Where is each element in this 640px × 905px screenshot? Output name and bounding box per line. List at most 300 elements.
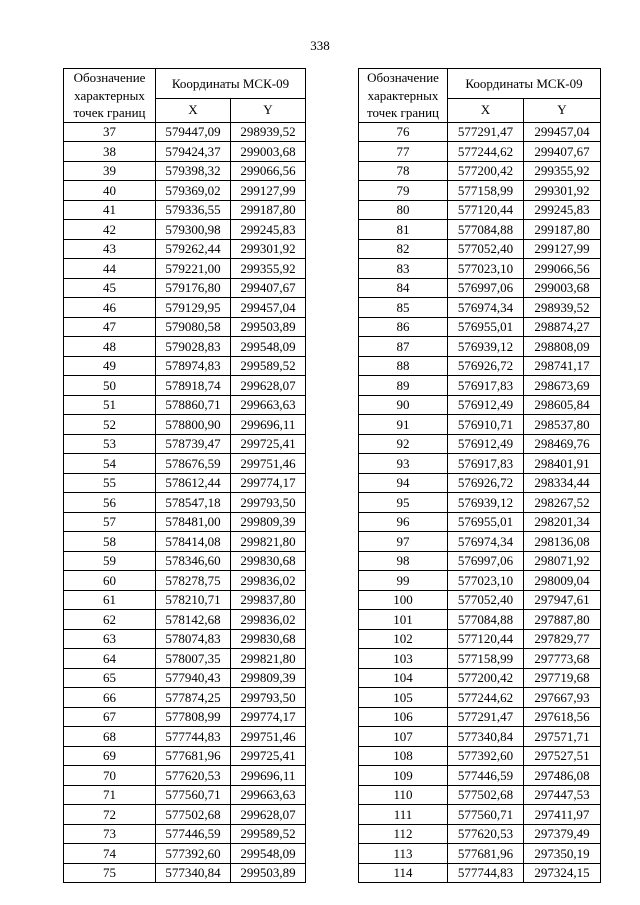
table-row bbox=[359, 532, 601, 552]
y-coordinate-cell: 299589,52 bbox=[231, 824, 306, 844]
point-number-cell: 114 bbox=[359, 863, 448, 883]
y-coordinate-cell: 299830,68 bbox=[231, 629, 306, 649]
x-coordinate-cell: 576974,34 bbox=[448, 298, 524, 318]
point-number-cell: 96 bbox=[359, 512, 448, 532]
y-coordinate-cell: 297324,15 bbox=[524, 863, 601, 883]
y-coordinate-cell: 298401,91 bbox=[524, 454, 601, 474]
x-coordinate-cell: 576997,06 bbox=[448, 551, 524, 571]
x-coordinate-cell: 579300,98 bbox=[156, 220, 231, 240]
point-number-cell: 81 bbox=[359, 220, 448, 240]
point-number-cell: 98 bbox=[359, 551, 448, 571]
table-row bbox=[359, 707, 601, 727]
y-coordinate-cell: 297527,51 bbox=[524, 746, 601, 766]
y-coordinate-cell: 299830,68 bbox=[231, 551, 306, 571]
y-coordinate-cell: 299301,92 bbox=[231, 239, 306, 259]
point-number-cell: 54 bbox=[64, 454, 156, 474]
x-coordinate-cell: 577291,47 bbox=[448, 122, 524, 142]
table-row bbox=[64, 512, 306, 532]
y-coordinate-cell: 299355,92 bbox=[231, 259, 306, 279]
point-number-cell: 61 bbox=[64, 590, 156, 610]
point-number-cell: 84 bbox=[359, 278, 448, 298]
y-coordinate-cell: 298071,92 bbox=[524, 551, 601, 571]
y-coordinate-cell: 299628,07 bbox=[231, 805, 306, 825]
x-coordinate-cell: 577200,42 bbox=[448, 161, 524, 181]
point-number-cell: 113 bbox=[359, 844, 448, 864]
y-coordinate-cell: 297350,19 bbox=[524, 844, 601, 864]
point-number-cell: 89 bbox=[359, 376, 448, 396]
point-number-cell: 85 bbox=[359, 298, 448, 318]
x-coordinate-cell: 577244,62 bbox=[448, 688, 524, 708]
page-number: 338 bbox=[310, 38, 330, 53]
x-coordinate-cell: 577023,10 bbox=[448, 259, 524, 279]
y-coordinate-cell: 299503,89 bbox=[231, 317, 306, 337]
y-coordinate-cell: 297947,61 bbox=[524, 590, 601, 610]
point-number-cell: 55 bbox=[64, 473, 156, 493]
x-column-header: X bbox=[156, 98, 231, 122]
y-coordinate-cell: 299821,80 bbox=[231, 532, 306, 552]
x-coordinate-cell: 577052,40 bbox=[448, 239, 524, 259]
point-number-cell: 78 bbox=[359, 161, 448, 181]
x-coordinate-cell: 579176,80 bbox=[156, 278, 231, 298]
x-coordinate-cell: 576939,12 bbox=[448, 493, 524, 513]
x-coordinate-cell: 579080,58 bbox=[156, 317, 231, 337]
point-number-cell: 82 bbox=[359, 239, 448, 259]
y-coordinate-cell: 299066,56 bbox=[231, 161, 306, 181]
y-coordinate-cell: 299793,50 bbox=[231, 493, 306, 513]
table-row bbox=[64, 688, 306, 708]
x-coordinate-cell: 578974,83 bbox=[156, 356, 231, 376]
table-row bbox=[64, 142, 306, 162]
table-row bbox=[64, 824, 306, 844]
table-body-left bbox=[64, 122, 306, 883]
point-number-cell: 108 bbox=[359, 746, 448, 766]
y-coordinate-cell: 299836,02 bbox=[231, 610, 306, 630]
point-number-cell: 103 bbox=[359, 649, 448, 669]
table-row bbox=[359, 337, 601, 357]
table-row bbox=[359, 551, 601, 571]
x-coordinate-cell: 578739,47 bbox=[156, 434, 231, 454]
y-coordinate-cell: 298267,52 bbox=[524, 493, 601, 513]
table-row bbox=[359, 571, 601, 591]
y-coordinate-cell: 299066,56 bbox=[524, 259, 601, 279]
table-row bbox=[359, 805, 601, 825]
point-number-cell: 93 bbox=[359, 454, 448, 474]
x-coordinate-cell: 576955,01 bbox=[448, 512, 524, 532]
y-column-header: Y bbox=[231, 98, 306, 122]
point-number-cell: 91 bbox=[359, 415, 448, 435]
y-coordinate-cell: 299751,46 bbox=[231, 454, 306, 474]
y-coordinate-cell: 299245,83 bbox=[231, 220, 306, 240]
point-number-cell: 71 bbox=[64, 785, 156, 805]
x-coordinate-cell: 577502,68 bbox=[156, 805, 231, 825]
table-row bbox=[64, 610, 306, 630]
y-coordinate-cell: 299836,02 bbox=[231, 571, 306, 591]
point-number-cell: 48 bbox=[64, 337, 156, 357]
point-number-cell: 45 bbox=[64, 278, 156, 298]
x-coordinate-cell: 579447,09 bbox=[156, 122, 231, 142]
x-coordinate-cell: 579028,83 bbox=[156, 337, 231, 357]
table-row bbox=[64, 766, 306, 786]
x-coordinate-cell: 579129,95 bbox=[156, 298, 231, 318]
y-coordinate-cell: 298673,69 bbox=[524, 376, 601, 396]
point-number-cell: 94 bbox=[359, 473, 448, 493]
table-row bbox=[359, 317, 601, 337]
y-coordinate-cell: 299187,80 bbox=[231, 200, 306, 220]
y-coordinate-cell: 299127,99 bbox=[524, 239, 601, 259]
x-coordinate-cell: 576997,06 bbox=[448, 278, 524, 298]
table-row bbox=[64, 434, 306, 454]
table-row bbox=[359, 844, 601, 864]
x-coordinate-cell: 578481,00 bbox=[156, 512, 231, 532]
y-coordinate-cell: 299457,04 bbox=[524, 122, 601, 142]
x-coordinate-cell: 577023,10 bbox=[448, 571, 524, 591]
y-coordinate-cell: 297667,93 bbox=[524, 688, 601, 708]
table-row bbox=[359, 785, 601, 805]
table-row bbox=[359, 766, 601, 786]
coordinates-table-right bbox=[358, 68, 601, 883]
y-coordinate-cell: 299821,80 bbox=[231, 649, 306, 669]
x-coordinate-cell: 577392,60 bbox=[156, 844, 231, 864]
table-row bbox=[359, 610, 601, 630]
point-number-cell: 66 bbox=[64, 688, 156, 708]
y-coordinate-cell: 298537,80 bbox=[524, 415, 601, 435]
x-coordinate-cell: 577940,43 bbox=[156, 668, 231, 688]
y-coordinate-cell: 299725,41 bbox=[231, 434, 306, 454]
table-row bbox=[359, 668, 601, 688]
table-row bbox=[359, 356, 601, 376]
x-coordinate-cell: 577158,99 bbox=[448, 649, 524, 669]
table-row bbox=[64, 863, 306, 883]
y-coordinate-cell: 299696,11 bbox=[231, 766, 306, 786]
table-row bbox=[359, 376, 601, 396]
x-coordinate-cell: 579398,32 bbox=[156, 161, 231, 181]
point-number-cell: 75 bbox=[64, 863, 156, 883]
x-coordinate-cell: 577502,68 bbox=[448, 785, 524, 805]
table-row bbox=[359, 824, 601, 844]
x-coordinate-cell: 577244,62 bbox=[448, 142, 524, 162]
point-number-cell: 64 bbox=[64, 649, 156, 669]
table-row bbox=[64, 746, 306, 766]
y-coordinate-cell: 299548,09 bbox=[231, 844, 306, 864]
y-coordinate-cell: 297887,80 bbox=[524, 610, 601, 630]
table-row bbox=[64, 181, 306, 201]
point-number-cell: 99 bbox=[359, 571, 448, 591]
point-number-cell: 69 bbox=[64, 746, 156, 766]
table-row bbox=[359, 590, 601, 610]
y-coordinate-cell: 297773,68 bbox=[524, 649, 601, 669]
y-coordinate-cell: 298334,44 bbox=[524, 473, 601, 493]
point-number-cell: 41 bbox=[64, 200, 156, 220]
point-number-cell: 50 bbox=[64, 376, 156, 396]
table-row bbox=[64, 337, 306, 357]
x-coordinate-cell: 578612,44 bbox=[156, 473, 231, 493]
y-coordinate-cell: 299809,39 bbox=[231, 668, 306, 688]
x-coordinate-cell: 578007,35 bbox=[156, 649, 231, 669]
table-row bbox=[64, 707, 306, 727]
point-number-cell: 83 bbox=[359, 259, 448, 279]
y-coordinate-cell: 299696,11 bbox=[231, 415, 306, 435]
point-number-cell: 95 bbox=[359, 493, 448, 513]
coordinates-group-header: Координаты МСК-09 bbox=[156, 69, 306, 99]
y-coordinate-cell: 299837,80 bbox=[231, 590, 306, 610]
y-coordinate-cell: 299663,63 bbox=[231, 395, 306, 415]
y-coordinate-cell: 298605,84 bbox=[524, 395, 601, 415]
table-row bbox=[359, 649, 601, 669]
x-coordinate-cell: 577744,83 bbox=[448, 863, 524, 883]
table-row bbox=[359, 473, 601, 493]
y-coordinate-cell: 299187,80 bbox=[524, 220, 601, 240]
y-coordinate-cell: 297486,08 bbox=[524, 766, 601, 786]
x-coordinate-cell: 577560,71 bbox=[156, 785, 231, 805]
table-row bbox=[64, 356, 306, 376]
x-coordinate-cell: 576912,49 bbox=[448, 395, 524, 415]
point-number-cell: 65 bbox=[64, 668, 156, 688]
x-coordinate-cell: 576939,12 bbox=[448, 337, 524, 357]
x-coordinate-cell: 577392,60 bbox=[448, 746, 524, 766]
y-coordinate-cell: 298939,52 bbox=[231, 122, 306, 142]
point-number-cell: 40 bbox=[64, 181, 156, 201]
x-coordinate-cell: 578414,08 bbox=[156, 532, 231, 552]
x-coordinate-cell: 577120,44 bbox=[448, 200, 524, 220]
x-coordinate-cell: 577052,40 bbox=[448, 590, 524, 610]
y-coordinate-cell: 299355,92 bbox=[524, 161, 601, 181]
table-row bbox=[64, 649, 306, 669]
point-number-cell: 60 bbox=[64, 571, 156, 591]
y-coordinate-cell: 299503,89 bbox=[231, 863, 306, 883]
x-coordinate-cell: 577340,84 bbox=[448, 727, 524, 747]
table-row bbox=[64, 415, 306, 435]
point-number-cell: 88 bbox=[359, 356, 448, 376]
y-coordinate-cell: 298136,08 bbox=[524, 532, 601, 552]
x-coordinate-cell: 577620,53 bbox=[448, 824, 524, 844]
y-coordinate-cell: 297411,97 bbox=[524, 805, 601, 825]
point-number-cell: 59 bbox=[64, 551, 156, 571]
x-coordinate-cell: 578547,18 bbox=[156, 493, 231, 513]
point-number-cell: 63 bbox=[64, 629, 156, 649]
table-row bbox=[64, 298, 306, 318]
point-number-cell: 46 bbox=[64, 298, 156, 318]
y-coordinate-cell: 298009,04 bbox=[524, 571, 601, 591]
x-coordinate-cell: 579221,00 bbox=[156, 259, 231, 279]
table-row bbox=[64, 473, 306, 493]
y-coordinate-cell: 299407,67 bbox=[231, 278, 306, 298]
y-coordinate-cell: 299407,67 bbox=[524, 142, 601, 162]
point-number-cell: 58 bbox=[64, 532, 156, 552]
x-coordinate-cell: 578860,71 bbox=[156, 395, 231, 415]
x-coordinate-cell: 578210,71 bbox=[156, 590, 231, 610]
y-coordinate-cell: 297829,77 bbox=[524, 629, 601, 649]
x-coordinate-cell: 578800,90 bbox=[156, 415, 231, 435]
point-number-cell: 52 bbox=[64, 415, 156, 435]
x-coordinate-cell: 578074,83 bbox=[156, 629, 231, 649]
y-coordinate-cell: 297379,49 bbox=[524, 824, 601, 844]
y-coordinate-cell: 299809,39 bbox=[231, 512, 306, 532]
table-row bbox=[64, 785, 306, 805]
table-row bbox=[64, 395, 306, 415]
y-coordinate-cell: 299457,04 bbox=[231, 298, 306, 318]
point-number-cell: 90 bbox=[359, 395, 448, 415]
table-row bbox=[64, 122, 306, 142]
x-coordinate-cell: 577681,96 bbox=[448, 844, 524, 864]
table-row bbox=[64, 161, 306, 181]
table-row bbox=[359, 727, 601, 747]
y-coordinate-cell: 298939,52 bbox=[524, 298, 601, 318]
point-number-cell: 70 bbox=[64, 766, 156, 786]
x-coordinate-cell: 577560,71 bbox=[448, 805, 524, 825]
y-coordinate-cell: 299301,92 bbox=[524, 181, 601, 201]
point-number-cell: 86 bbox=[359, 317, 448, 337]
y-coordinate-cell: 299774,17 bbox=[231, 707, 306, 727]
x-coordinate-cell: 577084,88 bbox=[448, 610, 524, 630]
table-row bbox=[359, 512, 601, 532]
point-number-cell: 87 bbox=[359, 337, 448, 357]
table-row bbox=[64, 220, 306, 240]
point-number-cell: 56 bbox=[64, 493, 156, 513]
y-column-header: Y bbox=[524, 98, 601, 122]
x-coordinate-cell: 577120,44 bbox=[448, 629, 524, 649]
y-coordinate-cell: 299245,83 bbox=[524, 200, 601, 220]
y-coordinate-cell: 298741,17 bbox=[524, 356, 601, 376]
x-coordinate-cell: 577620,53 bbox=[156, 766, 231, 786]
table-row bbox=[64, 239, 306, 259]
x-coordinate-cell: 579336,55 bbox=[156, 200, 231, 220]
y-coordinate-cell: 299548,09 bbox=[231, 337, 306, 357]
y-coordinate-cell: 298469,76 bbox=[524, 434, 601, 454]
table-row bbox=[64, 278, 306, 298]
table-row bbox=[64, 629, 306, 649]
point-number-cell: 79 bbox=[359, 181, 448, 201]
point-number-cell: 107 bbox=[359, 727, 448, 747]
table-row bbox=[64, 493, 306, 513]
table-row bbox=[359, 434, 601, 454]
point-number-cell: 77 bbox=[359, 142, 448, 162]
point-number-cell: 76 bbox=[359, 122, 448, 142]
x-coordinate-cell: 576917,83 bbox=[448, 454, 524, 474]
x-coordinate-cell: 576974,34 bbox=[448, 532, 524, 552]
y-coordinate-cell: 299003,68 bbox=[524, 278, 601, 298]
y-coordinate-cell: 297447,53 bbox=[524, 785, 601, 805]
table-row bbox=[359, 454, 601, 474]
x-coordinate-cell: 577681,96 bbox=[156, 746, 231, 766]
point-number-cell: 43 bbox=[64, 239, 156, 259]
table-row bbox=[64, 551, 306, 571]
table-row bbox=[64, 590, 306, 610]
table-row bbox=[64, 668, 306, 688]
x-column-header: X bbox=[448, 98, 524, 122]
table-row bbox=[359, 629, 601, 649]
point-number-cell: 49 bbox=[64, 356, 156, 376]
table-row bbox=[359, 415, 601, 435]
point-number-cell: 110 bbox=[359, 785, 448, 805]
point-number-cell: 37 bbox=[64, 122, 156, 142]
x-coordinate-cell: 578278,75 bbox=[156, 571, 231, 591]
point-number-cell: 73 bbox=[64, 824, 156, 844]
y-coordinate-cell: 297719,68 bbox=[524, 668, 601, 688]
x-coordinate-cell: 579424,37 bbox=[156, 142, 231, 162]
point-number-cell: 51 bbox=[64, 395, 156, 415]
y-coordinate-cell: 299725,41 bbox=[231, 746, 306, 766]
table-row bbox=[64, 805, 306, 825]
x-coordinate-cell: 576926,72 bbox=[448, 473, 524, 493]
point-number-cell: 44 bbox=[64, 259, 156, 279]
x-coordinate-cell: 577744,83 bbox=[156, 727, 231, 747]
table-row bbox=[64, 844, 306, 864]
table-row bbox=[64, 532, 306, 552]
table-row bbox=[359, 278, 601, 298]
x-coordinate-cell: 577808,99 bbox=[156, 707, 231, 727]
table-row bbox=[359, 220, 601, 240]
table-row bbox=[64, 376, 306, 396]
table-row bbox=[64, 259, 306, 279]
table-body-right bbox=[359, 122, 601, 883]
table-row bbox=[64, 454, 306, 474]
point-number-cell: 102 bbox=[359, 629, 448, 649]
x-coordinate-cell: 576917,83 bbox=[448, 376, 524, 396]
point-number-cell: 112 bbox=[359, 824, 448, 844]
table-row bbox=[359, 493, 601, 513]
point-number-cell: 67 bbox=[64, 707, 156, 727]
point-number-cell: 111 bbox=[359, 805, 448, 825]
table-row bbox=[359, 200, 601, 220]
table-row bbox=[359, 181, 601, 201]
point-number-cell: 80 bbox=[359, 200, 448, 220]
point-number-cell: 57 bbox=[64, 512, 156, 532]
point-number-cell: 100 bbox=[359, 590, 448, 610]
table-row bbox=[64, 317, 306, 337]
point-number-cell: 68 bbox=[64, 727, 156, 747]
table-row bbox=[359, 259, 601, 279]
x-coordinate-cell: 579262,44 bbox=[156, 239, 231, 259]
y-coordinate-cell: 299774,17 bbox=[231, 473, 306, 493]
table-row bbox=[64, 200, 306, 220]
point-number-cell: 74 bbox=[64, 844, 156, 864]
point-number-cell: 62 bbox=[64, 610, 156, 630]
y-coordinate-cell: 297618,56 bbox=[524, 707, 601, 727]
x-coordinate-cell: 578676,59 bbox=[156, 454, 231, 474]
table-row bbox=[359, 239, 601, 259]
table-row bbox=[359, 395, 601, 415]
y-coordinate-cell: 297571,71 bbox=[524, 727, 601, 747]
point-number-cell: 104 bbox=[359, 668, 448, 688]
x-coordinate-cell: 578346,60 bbox=[156, 551, 231, 571]
point-label-header: Обозначение характерных точек границ bbox=[64, 69, 156, 123]
x-coordinate-cell: 576955,01 bbox=[448, 317, 524, 337]
table-row bbox=[64, 571, 306, 591]
point-number-cell: 105 bbox=[359, 688, 448, 708]
y-coordinate-cell: 298808,09 bbox=[524, 337, 601, 357]
table-row bbox=[359, 161, 601, 181]
table-row bbox=[359, 688, 601, 708]
y-coordinate-cell: 298874,27 bbox=[524, 317, 601, 337]
coordinates-group-header: Координаты МСК-09 bbox=[448, 69, 601, 99]
y-coordinate-cell: 299628,07 bbox=[231, 376, 306, 396]
point-number-cell: 97 bbox=[359, 532, 448, 552]
x-coordinate-cell: 577084,88 bbox=[448, 220, 524, 240]
point-number-cell: 109 bbox=[359, 766, 448, 786]
x-coordinate-cell: 577340,84 bbox=[156, 863, 231, 883]
point-number-cell: 92 bbox=[359, 434, 448, 454]
x-coordinate-cell: 577158,99 bbox=[448, 181, 524, 201]
point-number-cell: 53 bbox=[64, 434, 156, 454]
x-coordinate-cell: 576910,71 bbox=[448, 415, 524, 435]
y-coordinate-cell: 299793,50 bbox=[231, 688, 306, 708]
table-row bbox=[64, 727, 306, 747]
table-row bbox=[359, 746, 601, 766]
x-coordinate-cell: 577291,47 bbox=[448, 707, 524, 727]
x-coordinate-cell: 577446,59 bbox=[448, 766, 524, 786]
point-number-cell: 39 bbox=[64, 161, 156, 181]
y-coordinate-cell: 299663,63 bbox=[231, 785, 306, 805]
